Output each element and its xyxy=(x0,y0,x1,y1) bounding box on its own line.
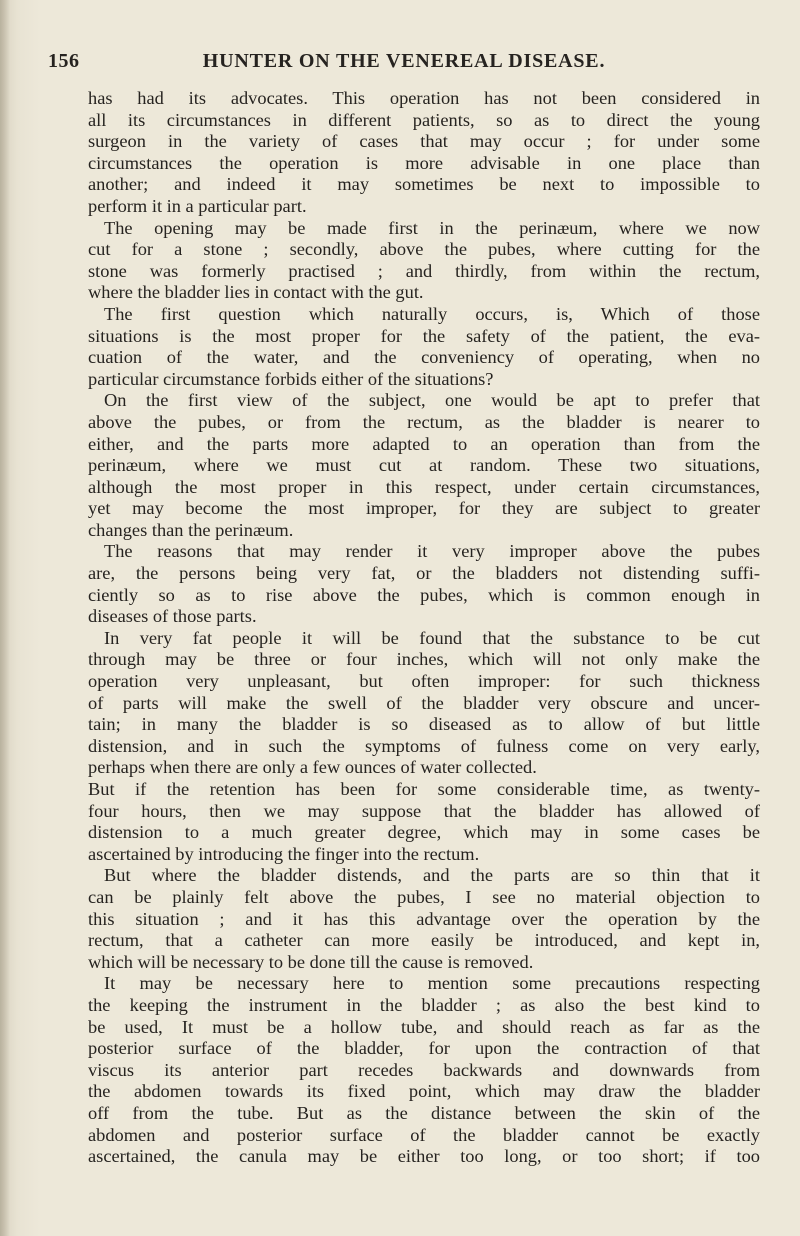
text-line: circumstances the operation is more advisable in one place than xyxy=(88,152,760,173)
text-line: The first question which naturally occurs, is, Which of those xyxy=(104,303,760,324)
text-line: ciently so as to rise above the pubes, which is common enough in xyxy=(88,584,760,605)
running-title: HUNTER ON THE VENEREAL DISEASE. xyxy=(202,50,606,72)
text-line: distension to a much greater degree, which may in some cases be xyxy=(88,822,760,843)
text-line: through may be three or four inches, which will not only make the xyxy=(88,649,760,670)
gutter-shadow xyxy=(0,0,10,1236)
text-line: above the pubes, or from the rectum, as the bladder is nearer to xyxy=(88,411,760,432)
text-line: perinæum, where we must cut at random. These two situations, xyxy=(88,455,760,476)
text-line: another; and indeed it may sometimes be next to impossible to xyxy=(88,174,760,195)
text-line: operation very unpleasant, but often improper: for such thickness xyxy=(88,671,760,692)
text-line: the keeping the instrument in the bladder ; as also the best kind to xyxy=(88,994,760,1015)
text-line: ascertained, the canula may be either too long, or too short; if too xyxy=(88,1146,760,1167)
text-line: of parts will make the swell of the bladder very obscure and uncer- xyxy=(88,692,760,713)
text-line: are, the persons being very fat, or the bladders not distending suffi- xyxy=(88,563,760,584)
text-line: In very fat people it will be found that the substance to be cut xyxy=(104,627,760,648)
running-head xyxy=(48,50,760,76)
text-line: On the first view of the subject, one would be apt to prefer that xyxy=(104,390,760,411)
text-line: It may be necessary here to mention some precautions respecting xyxy=(104,973,760,994)
text-line: four hours, then we may suppose that the bladder has allowed of xyxy=(88,800,760,821)
text-line: perhaps when there are only a few ounces of water collected. xyxy=(88,757,537,778)
text-line: surgeon in the variety of cases that may occur ; for under some xyxy=(88,131,760,152)
text-line: perform it in a particular part. xyxy=(88,195,307,216)
text-line: stone was formerly practised ; and thirdly, from within the rectum, xyxy=(88,260,760,281)
text-line: yet may become the most improper, for they are subject to greater xyxy=(88,498,760,519)
text-line: cuation of the water, and the conveniency of operating, when no xyxy=(88,347,760,368)
text-line: viscus its anterior part recedes backwards and downwards from xyxy=(88,1059,760,1080)
text-line: ascertained by introducing the finger into the rectum. xyxy=(88,843,480,864)
text-line: rectum, that a catheter can more easily be introduced, and kept in, xyxy=(88,930,760,951)
text-line: particular circumstance forbids either of the situations? xyxy=(88,368,494,389)
text-line: The opening may be made first in the perinæum, where we now xyxy=(104,217,760,238)
text-line: distension, and in such the symptoms of fulness come on very early, xyxy=(88,735,760,756)
text-line: where the bladder lies in contact with the gut. xyxy=(88,282,424,303)
text-line: But where the bladder distends, and the parts are so thin that it xyxy=(104,865,760,886)
text-line: cut for a stone ; secondly, above the pubes, where cutting for the xyxy=(88,239,760,260)
page-number: 156 xyxy=(48,50,80,72)
text-line: The reasons that may render it very improper above the pubes xyxy=(104,541,760,562)
body-text xyxy=(88,88,760,1168)
text-line: situations is the most proper for the safety of the patient, the eva- xyxy=(88,325,760,346)
text-line: has had its advocates. This operation has not been considered in xyxy=(88,88,760,108)
text-line: which will be necessary to be done till the cause is removed. xyxy=(88,951,534,972)
text-line: be used, It must be a hollow tube, and should reach as far as the xyxy=(88,1016,760,1037)
text-line: the abdomen towards its fixed point, which may draw the bladder xyxy=(88,1081,760,1102)
text-line: off from the tube. But as the distance between the skin of the xyxy=(88,1102,760,1123)
text-line: either, and the parts more adapted to an operation than from the xyxy=(88,433,760,454)
text-line: But if the retention has been for some considerable time, as twenty- xyxy=(88,779,760,799)
text-line: diseases of those parts. xyxy=(88,606,257,627)
text-line: posterior surface of the bladder, for upon the contraction of that xyxy=(88,1038,760,1059)
text-line: this situation ; and it has this advantage over the operation by the xyxy=(88,908,760,929)
text-line: tain; in many the bladder is so diseased as to allow of but little xyxy=(88,714,760,735)
text-line: although the most proper in this respect, under certain circumstances, xyxy=(88,476,760,497)
text-line: all its circumstances in different patients, so as to direct the young xyxy=(88,109,760,130)
text-line: can be plainly felt above the pubes, I see no material objection to xyxy=(88,886,760,907)
text-line: abdomen and posterior surface of the bladder cannot be exactly xyxy=(88,1124,760,1145)
text-line: changes than the perinæum. xyxy=(88,519,294,540)
